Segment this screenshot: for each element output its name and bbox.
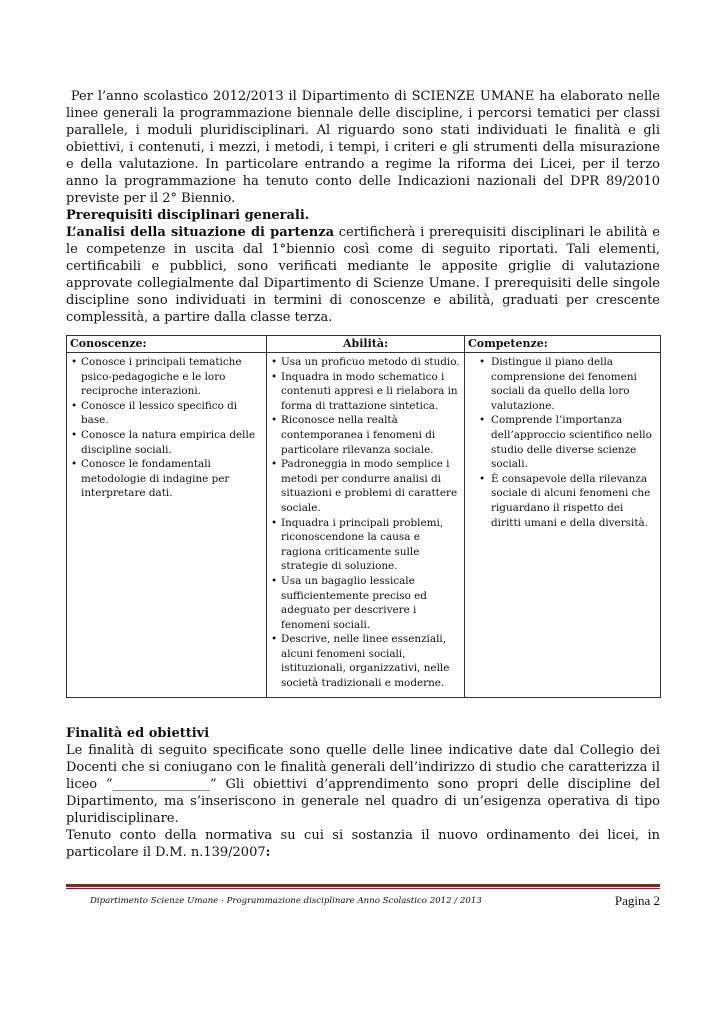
finalita-heading: Finalità ed obiettivi [66,725,210,741]
cell-competenze [465,353,661,698]
header-competenze: Competenze: [465,336,661,353]
list-item: • Usa un bagaglio lessicale sufficientemente preciso ed adeguato per descrivere i fenomeni sociali. [271,574,460,632]
list-abilita [271,355,460,691]
footer-rule [66,884,660,887]
header-conoscenze: Conoscenze: [67,336,267,353]
list-item: • Conosce le fondamentali metodologie di indagine per interpretare dati. [71,457,262,501]
finalita-paragraph-1: Le finalità di seguito specificate sono quelle delle linee indicative date dal Collegio dei Docenti che si coniugano con le finalità generali dell’indirizzo di studio che caratterizza il liceo “_______________” Gli obiettivi d’apprendimento sono propri delle discipline del Dipartimento, ma s’inseriscono in generale nel quadro di un’esigenza operativa di tipo pluridisciplinare. [66,742,660,826]
cell-conoscenze [67,353,267,698]
cell-abilita [267,353,465,698]
footer-title: Dipartimento Scienze Umane - Programmazione disciplinare Anno Scolastico 2012 / 2013 [90,896,482,906]
list-item: • È consapevole della rilevanza sociale di alcuni fenomeni che riguardano il rispetto dei diritti umani e della diversità. [469,472,656,530]
page-content [66,88,660,861]
prerequisiti-lead: L’analisi della situazione di partenza [66,225,335,240]
list-item: • Usa un proficuo metodo di studio. [271,355,460,370]
footer-rule-thin [66,888,660,889]
list-item: • Inquadra in modo schematico i contenuti appresi e li rielabora in forma di trattazione sintetica. [271,370,460,414]
list-item: • Comprende l’importanza dell’approccio scientifico nello studio delle diverse scienze sociali. [469,413,656,471]
list-item: • Conosce la natura empirica delle discipline sociali. [71,428,262,457]
prerequisiti-heading: Prerequisiti disciplinari generali. [66,208,310,223]
list-competenze [469,355,656,530]
list-item: • Conosce i principali tematiche psico-pedagogiche e le loro reciproche interazioni. [71,355,262,399]
list-item: • Padroneggia in modo semplice i metodi per condurre analisi di situazioni e problemi di carattere sociale. [271,457,460,515]
list-item: • Distingue il piano della comprensione dei fenomeni sociali da quello della loro valutazione. [469,355,656,413]
finalita-paragraph-2: Tenuto conto della normativa su cui si sostanzia il nuovo ordinamento dei licei, in particolare il D.M. n.139/2007: [66,827,660,860]
list-conoscenze [71,355,262,501]
list-item: • Inquadra i principali problemi, riconoscendone la causa e ragiona criticamente sulle strategie di soluzione. [271,516,460,574]
intro-paragraph: Per l’anno scolastico 2012/2013 il Dipartimento di SCIENZE UMANE ha elaborato nelle linee generali la programmazione biennale delle discipline, i percorsi tematici per classi parallele, i moduli pluridisciplinari. Al riguardo sono stati individuati le finalità e gli obiettivi, i contenuti, i mezzi, i metodi, i tempi, i criteri e gli strumenti della misurazione e della valutazione. In particolare entrando a regime la riforma dei Licei, per il terzo anno la programmazione ha tenuto conto delle Indicazioni nazionali del DPR 89/2010 previste per il 2° Biennio. [66,89,660,206]
prerequisiti-paragraph: L’analisi della situazione di partenza certificherà i prerequisiti disciplinari le abilità e le competenze in uscita dal 1°biennio così come di seguito riportati. Tali elementi, certificabili e pubblici, sono verificati mediante le apposite griglie di valutazione approvate collegialmente dal Dipartimento di Scienze Umane. I prerequisiti delle singole discipline sono individuati in termini di conoscenze e abilità, graduati per crescente complessità, a partire dalla classe terza. [66,225,660,325]
list-item: • Descrive, nelle linee essenziali, alcuni fenomeni sociali, istituzionali, organizzativi, nelle società tradizionali e moderne. [271,632,460,690]
list-item: • Riconosce nella realtà contemporanea i fenomeni di particolare rilevanza sociale. [271,413,460,457]
header-abilita: Abilità: [267,336,465,353]
page-number: Pagina 2 [614,893,660,908]
list-item: • Conosce il lessico specifico di base. [71,399,262,428]
prerequisiti-table [66,335,661,698]
